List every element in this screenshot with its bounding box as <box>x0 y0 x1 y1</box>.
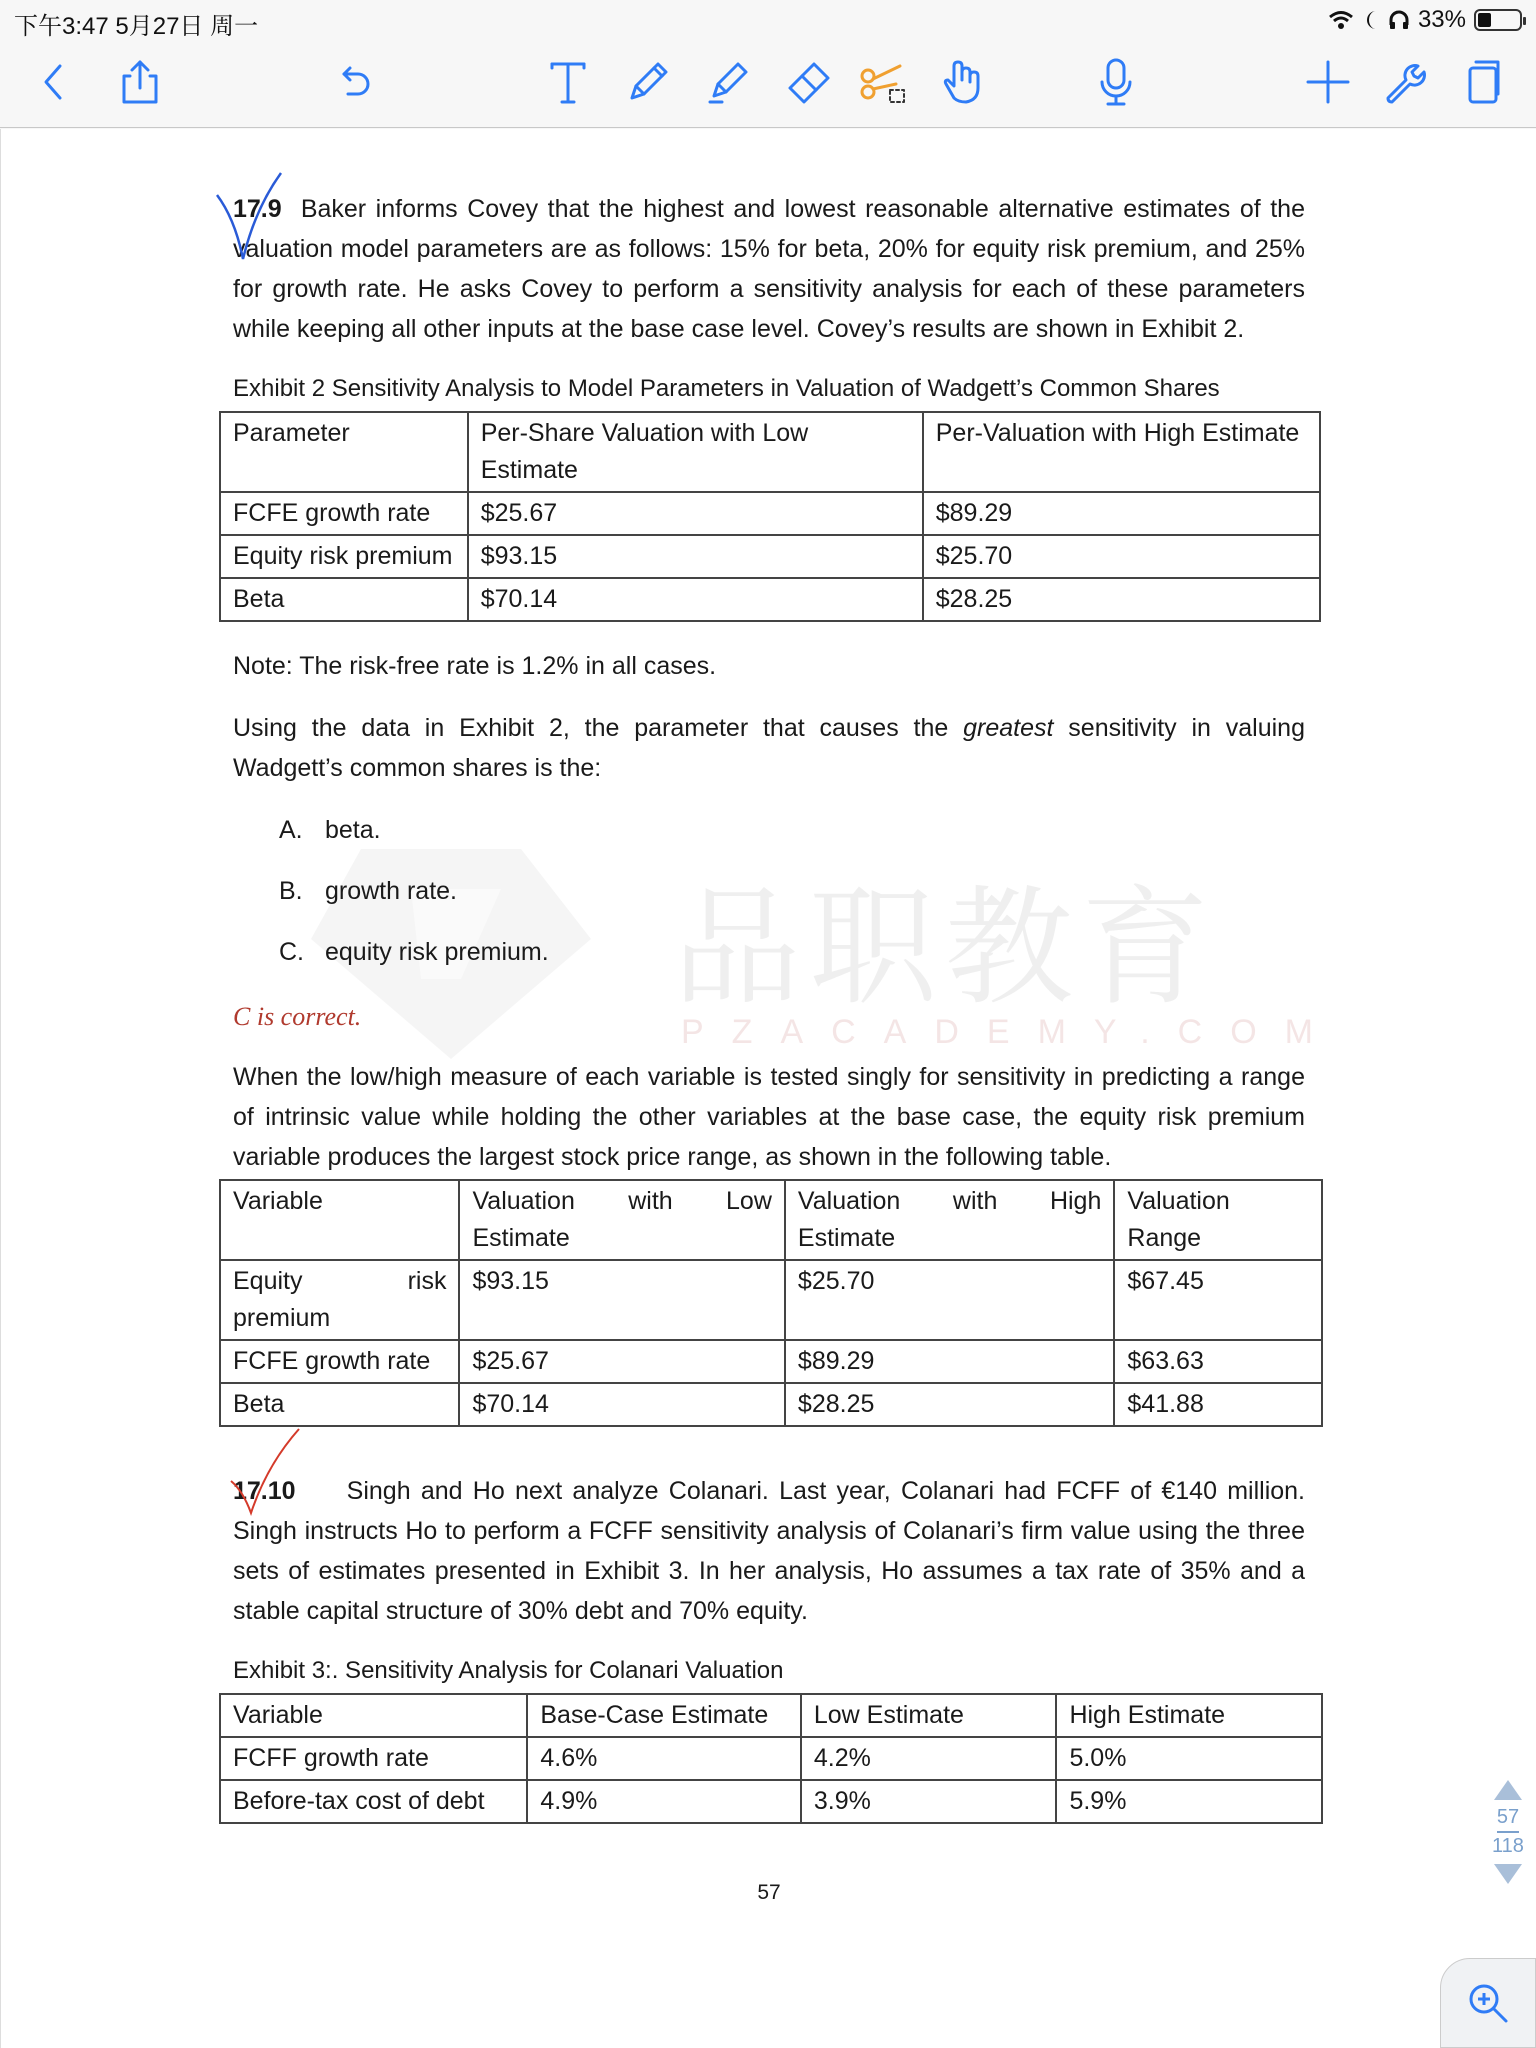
table-cell: Beta <box>220 578 468 621</box>
option-text: beta. <box>325 816 381 844</box>
table-cell: $25.67 <box>459 1340 784 1383</box>
table-cell: $25.70 <box>785 1260 1114 1340</box>
eraser-icon[interactable] <box>776 50 840 114</box>
question-17-10 <box>233 1471 1305 1631</box>
table-cell: $89.29 <box>785 1340 1114 1383</box>
share-icon[interactable] <box>108 50 172 114</box>
table-cell: $28.25 <box>785 1383 1114 1426</box>
table-cell: $28.25 <box>923 578 1320 621</box>
table-cell: $41.88 <box>1114 1383 1322 1426</box>
exhibit2-note: Note: The risk-free rate is 1.2% in all cases. <box>233 652 717 680</box>
table-cell: Equity risk premium <box>220 1260 459 1340</box>
table-cell: $25.70 <box>923 535 1320 578</box>
table-cell: $25.67 <box>468 492 923 535</box>
exhibit3-table <box>219 1693 1323 1824</box>
page-number: 57 <box>757 1881 781 1904</box>
table-cell: $93.15 <box>459 1260 784 1340</box>
table-cell: $70.14 <box>459 1383 784 1426</box>
answer-explanation: When the low/high measure of each variable is tested singly for sensitivity in predicting a range of intrinsic value while holding the other variables at the base case, the equity risk premium variable produces the largest stock price range, as shown in the following table. <box>233 1063 1305 1171</box>
hand-tool-icon[interactable] <box>930 50 994 114</box>
pen-icon[interactable] <box>616 50 680 114</box>
annotation-toolbar <box>0 40 1536 128</box>
question-number: 17.9 <box>233 195 282 223</box>
back-icon[interactable] <box>22 50 86 114</box>
option-letter: B. <box>279 877 303 905</box>
question-17-9 <box>233 189 1305 349</box>
table-header: Low Estimate <box>801 1694 1057 1737</box>
table-header-row <box>220 412 1320 492</box>
exhibit2-table <box>219 411 1321 622</box>
table-cell: 5.9% <box>1056 1780 1322 1823</box>
option-b <box>279 871 1305 932</box>
exhibit2-caption: Exhibit 2 Sensitivity Analysis to Model Parameters in Valuation of Wadgett’s Common Shares <box>233 375 1220 402</box>
page-separator <box>1497 1831 1519 1833</box>
table-header: Base-Case Estimate <box>527 1694 801 1737</box>
table-header: Per-Share Valuation with Low Estimate <box>468 412 923 492</box>
page-navigator[interactable] <box>1488 1780 1528 1884</box>
question-text: Baker informs Covey that the highest and lowest reasonable alternative estimates of the valuation model parameters are as follows: 15% for beta, 20% for equity risk premium, and 25% for growth rate. He asks Covey to perform a sensitivity analysis for each of these parameters while keeping all other inputs at the base case level. Covey’s results are shown in Exhibit 2. <box>233 195 1305 343</box>
microphone-icon[interactable] <box>1084 50 1148 114</box>
option-text: equity risk premium. <box>325 938 549 966</box>
table-header-row <box>220 1180 1322 1260</box>
lasso-scissors-icon[interactable] <box>852 50 916 114</box>
option-text: growth rate. <box>325 877 458 905</box>
table-cell: $89.29 <box>923 492 1320 535</box>
page-content <box>233 189 1305 1824</box>
wifi-icon <box>1328 10 1354 30</box>
table-cell: 5.0% <box>1056 1737 1322 1780</box>
table-row <box>220 1737 1322 1780</box>
table-row <box>220 578 1320 621</box>
status-time-date: 下午3:47 5月27日 周一 <box>14 13 259 40</box>
table-cell: 3.9% <box>801 1780 1057 1823</box>
table-cell: $70.14 <box>468 578 923 621</box>
answer-options <box>279 810 1305 993</box>
page-down-icon[interactable] <box>1494 1864 1522 1884</box>
status-indicators <box>1328 6 1522 34</box>
table-cell: Equity risk premium <box>220 535 468 578</box>
exhibit3-caption: Exhibit 3:. Sensitivity Analysis for Colanari Valuation <box>233 1657 784 1684</box>
table-cell: FCFE growth rate <box>220 1340 459 1383</box>
table-header: Valuation Range <box>1114 1180 1322 1260</box>
option-c <box>279 932 1305 993</box>
table-header: Variable <box>220 1694 527 1737</box>
table-header: Per-Valuation with High Estimate <box>923 412 1320 492</box>
option-letter: A. <box>279 816 303 844</box>
zoom-button[interactable] <box>1440 1958 1536 2048</box>
option-letter: C. <box>279 938 304 966</box>
moon-icon <box>1362 9 1380 31</box>
table-header: Valuation with Low Estimate <box>459 1180 784 1260</box>
option-a <box>279 810 1305 871</box>
question-emphasis: greatest <box>963 714 1054 742</box>
pages-icon[interactable] <box>1452 50 1516 114</box>
watermark-text: 品职教育 <box>673 874 1218 1023</box>
battery-percent: 33% <box>1417 6 1466 33</box>
page-up-icon[interactable] <box>1494 1780 1522 1800</box>
table-cell: FCFF growth rate <box>220 1737 527 1780</box>
table-cell: FCFE growth rate <box>220 492 468 535</box>
undo-icon[interactable] <box>322 50 386 114</box>
battery-icon <box>1474 9 1522 31</box>
table-row <box>220 1383 1322 1426</box>
text-tool-icon[interactable] <box>536 50 600 114</box>
question-number: 17.10 <box>233 1477 296 1505</box>
headphones-icon <box>1388 9 1410 31</box>
question-text: Singh and Ho next analyze Colanari. Last year, Colanari had FCFF of €140 million. Singh instructs Ho to perform a FCFF sensitivity analysis of Colanari’s firm value using the three sets of estimates presented in Exhibit 3. In her analysis, Ho assumes a tax rate of 35% and a stable capital structure of 30% debt and 70% equity. <box>233 1477 1305 1625</box>
table-header: Parameter <box>220 412 468 492</box>
table-cell: 4.2% <box>801 1737 1057 1780</box>
correct-answer: C is correct. <box>233 1002 362 1031</box>
table-cell: $63.63 <box>1114 1340 1322 1383</box>
table-header: Valuation with High Estimate <box>785 1180 1114 1260</box>
current-page: 57 <box>1496 1806 1520 1828</box>
wrench-icon[interactable] <box>1372 50 1436 114</box>
table-row <box>220 1340 1322 1383</box>
table-row <box>220 535 1320 578</box>
table-cell: Before-tax cost of debt <box>220 1780 527 1823</box>
table-cell: $67.45 <box>1114 1260 1322 1340</box>
battery-level <box>1478 13 1491 27</box>
total-pages: 118 <box>1492 1835 1524 1857</box>
pdf-page[interactable] <box>0 129 1536 2048</box>
table-row <box>220 1260 1322 1340</box>
table-header-row <box>220 1694 1322 1737</box>
add-icon[interactable] <box>1296 50 1360 114</box>
table-row <box>220 492 1320 535</box>
table-row <box>220 1780 1322 1823</box>
question-prompt-start: Using the data in Exhibit 2, the parameter that causes the <box>233 714 964 742</box>
question-prompt <box>233 708 1305 788</box>
zoom-in-icon <box>1466 1981 1510 2025</box>
table-cell: 4.9% <box>527 1780 801 1823</box>
status-bar <box>0 0 1536 40</box>
watermark-url: PZACADEMY.COM <box>681 1013 1341 1051</box>
table-header: High Estimate <box>1056 1694 1322 1737</box>
table-cell: 4.6% <box>527 1737 801 1780</box>
highlighter-icon[interactable] <box>696 50 760 114</box>
table-header: Variable <box>220 1180 459 1260</box>
question-prompt-end: sensitivity in valuing Wadgett’s common shares is the: <box>233 714 1305 782</box>
valuation-range-table <box>219 1179 1323 1427</box>
table-cell: Beta <box>220 1383 459 1426</box>
table-cell: $93.15 <box>468 535 923 578</box>
